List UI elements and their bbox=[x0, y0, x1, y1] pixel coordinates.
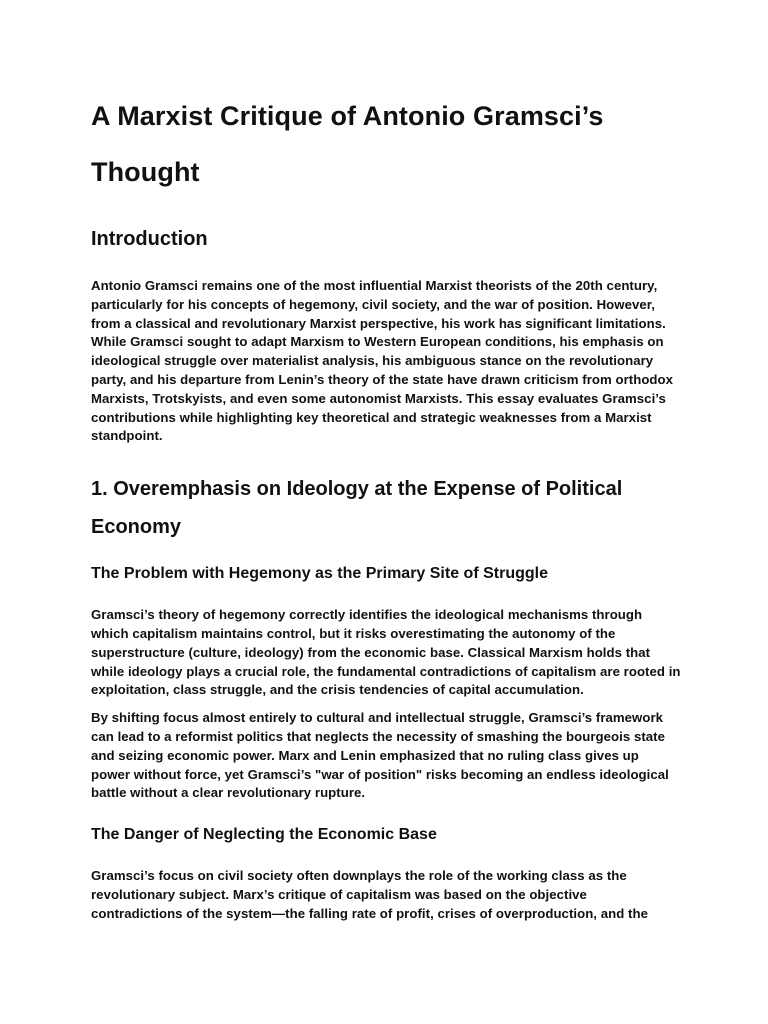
subsection-2-heading: The Danger of Neglecting the Economic Base bbox=[91, 826, 437, 844]
subsection-1-paragraph-1: Gramsci’s theory of hegemony correctly identifies the ideological mechanisms through which capitalism maintains control, but it risks overestimating the autonomy of the superstructure (culture, ideology) from the economic base. Classical Marxism holds that while ideology plays a crucial role, the fundamental contradictions of capitalism are rooted in exploitation, class struggle, and the crisis tendencies of capital accumulation. bbox=[91, 607, 681, 698]
subsection-1-heading: The Problem with Hegemony as the Primary Site of Struggle bbox=[91, 565, 548, 583]
intro-paragraph: Antonio Gramsci remains one of the most influential Marxist theorists of the 20th century, particularly for his concepts of hegemony, civil society, and the war of position. However, from a classical and revolutionary Marxist perspective, his work has significant limitations. While Gramsci sought to adapt Marxism to Western European conditions, his emphasis on ideological struggle over materialist analysis, his ambiguous stance on the revolutionary party, and his departure from Lenin’s theory of the state have drawn criticism from orthodox Marxists, Trotskyists, and even some autonomist Marxists. This essay evaluates Gramsci’s contributions while highlighting key theoretical and strategic weaknesses from a Marxist standpoint. bbox=[91, 278, 674, 444]
subsection-2-paragraph-1: Gramsci’s focus on civil society often downplays the role of the working class as the revolutionary subject. Marx’s critique of capitalism was based on the objective contradictions of the system—the falling rate of profit, crises of overproduction, and the bbox=[91, 868, 648, 921]
document-content bbox=[91, 88, 681, 924]
intro-heading: Introduction bbox=[91, 228, 208, 250]
document-title: A Marxist Critique of Antonio Gramsci’s Thought bbox=[91, 101, 604, 187]
subsection-1-paragraph-2: By shifting focus almost entirely to cultural and intellectual struggle, Gramsci’s framework can lead to a reformist politics that neglects the necessity of smashing the bourgeois state and seizing economic power. Marx and Lenin emphasized that no ruling class gives up power without force, yet Gramsci’s "war of position" risks becoming an endless ideological battle without a clear revolutionary rupture. bbox=[91, 710, 669, 801]
section-1-heading: 1. Overemphasis on Ideology at the Expense of Political Economy bbox=[91, 478, 623, 539]
